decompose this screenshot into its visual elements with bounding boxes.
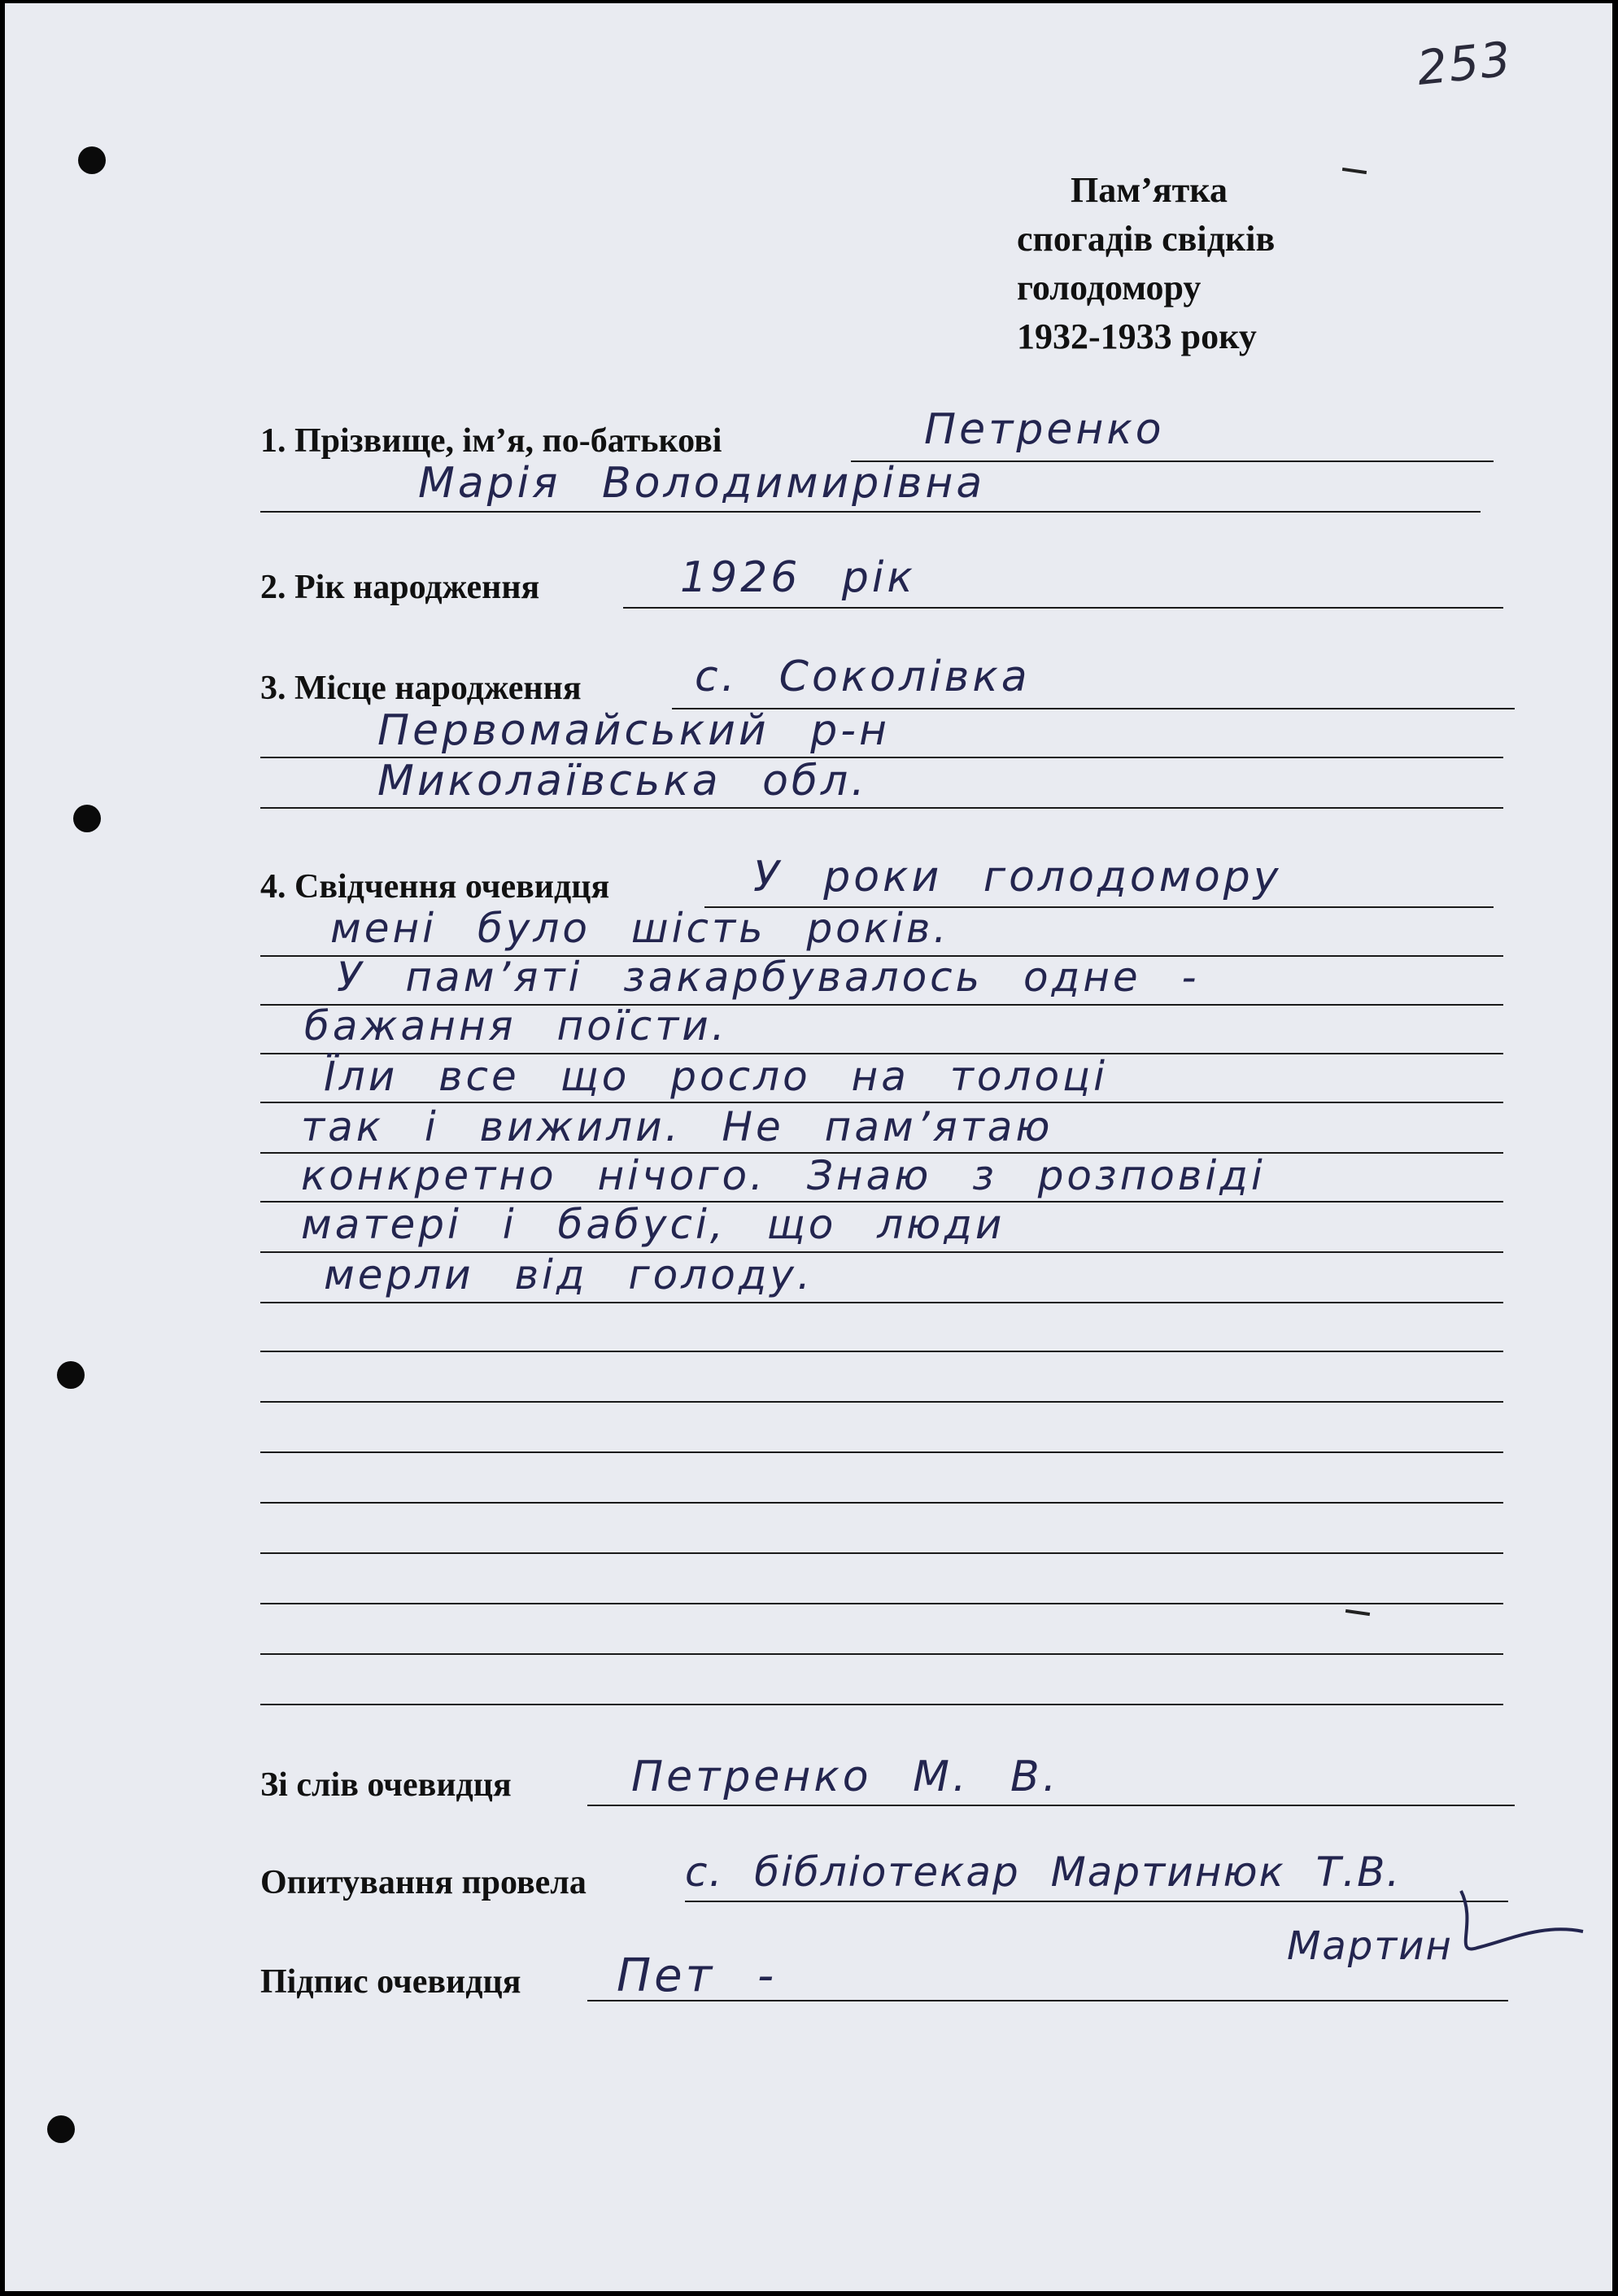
words-of-handwritten: Петренко М. В.: [631, 1753, 1060, 1801]
punch-hole-4: [47, 2115, 75, 2143]
testimony-line: Їли все що росло на толоці: [324, 1053, 1108, 1100]
document-heading: [1017, 166, 1359, 361]
interviewer-signature-flourish: [1445, 1875, 1591, 1972]
eyewitness-signature: Пет -: [617, 1949, 778, 2002]
interviewer-label: Опитування провела: [260, 1864, 587, 1901]
birth-year-handwritten: 1926 рік: [680, 553, 916, 602]
heading-line: спогадів свідків: [1017, 219, 1276, 259]
pencil-tick-mark: [1345, 1609, 1370, 1616]
heading-line: 1932-1933 року: [1017, 316, 1257, 356]
signature-label: Підпис очевидця: [260, 1963, 521, 2001]
birthplace-line: с. Соколівка: [695, 653, 1031, 701]
testimony-line: У роки голодомору: [753, 853, 1282, 901]
interviewer-signature: Мартин: [1287, 1923, 1453, 1969]
birthplace-label: 3. Місце народження: [260, 670, 582, 707]
birth-year-label: 2. Рік народження: [260, 569, 540, 606]
field-line: [623, 607, 1503, 609]
testimony-line: мені було шість років.: [330, 905, 950, 952]
field-line: [260, 807, 1503, 809]
field-line: [260, 1351, 1503, 1352]
testimony-label: 4. Свідчення очевидця: [260, 868, 610, 906]
heading-line: голодомору: [1017, 268, 1202, 308]
field-line: [260, 1451, 1503, 1453]
words-of-label: Зі слів очевидця: [260, 1766, 512, 1804]
field-line: [260, 1401, 1503, 1403]
testimony-line: матері і бабусі, що люди: [301, 1201, 1005, 1248]
testimony-line: бажання поїсти.: [304, 1002, 728, 1050]
surname-handwritten: Петренко: [924, 405, 1165, 454]
birthplace-line: Миколаївська обл.: [377, 757, 868, 805]
name-label: 1. Прізвище, ім’я, по-батькові: [260, 422, 722, 460]
birthplace-line: Первомайський р-н: [377, 706, 890, 755]
testimony-line: так і вижили. Не пам’ятаю: [301, 1103, 1053, 1150]
field-line: [260, 1704, 1503, 1705]
punch-hole-2: [73, 805, 101, 832]
interviewer-handwritten: с. бібліотекар Мартинюк Т.В.: [685, 1849, 1402, 1896]
field-line: [260, 1302, 1503, 1303]
heading-line: Пам’ятка: [1071, 170, 1228, 210]
given-names-handwritten: Марія Володимирівна: [418, 459, 986, 508]
field-line: [260, 1502, 1503, 1504]
punch-hole-3: [57, 1361, 85, 1389]
testimony-line: мерли від голоду.: [324, 1251, 813, 1299]
punch-hole-1: [78, 146, 106, 174]
field-line: [260, 1552, 1503, 1554]
archive-number: 253: [1414, 31, 1515, 96]
field-line: [587, 1805, 1515, 1806]
field-line: [685, 1901, 1508, 1902]
field-line: [260, 1603, 1503, 1604]
document-page: [5, 3, 1612, 2291]
testimony-line: У пам’яті закарбувалось одне -: [337, 954, 1200, 1001]
field-line: [260, 511, 1481, 513]
testimony-line: конкретно нічого. Знаю з розповіді: [301, 1152, 1266, 1199]
field-line: [260, 1653, 1503, 1655]
